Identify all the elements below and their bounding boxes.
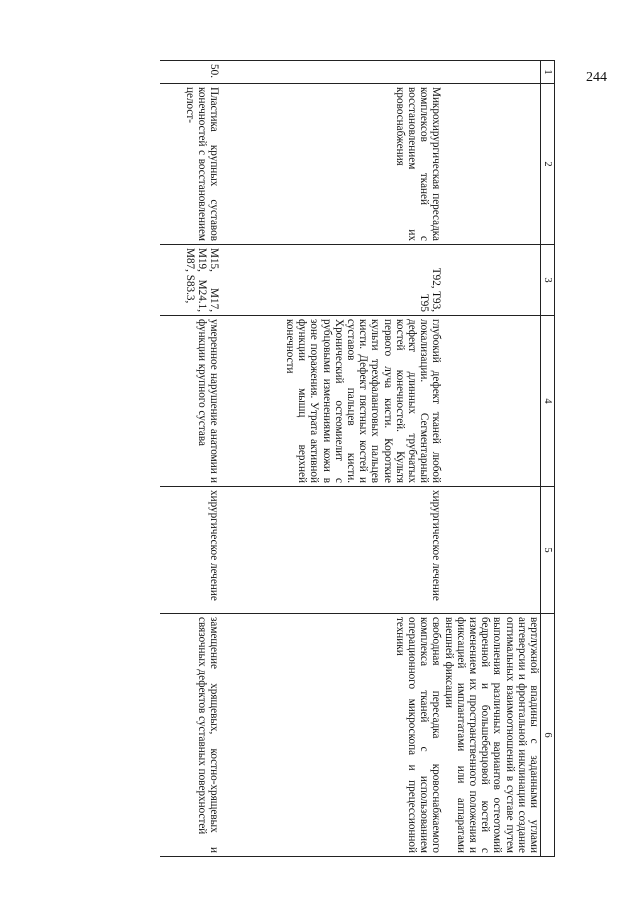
- table-row: [442, 61, 540, 857]
- table-row: [220, 61, 442, 857]
- header-col-4: 4: [541, 316, 555, 487]
- medical-procedures-table: [160, 60, 555, 857]
- header-col-6: 6: [541, 614, 555, 857]
- header-col-1: 1: [541, 61, 555, 84]
- cell-method: свободная пересадка кровоснабжаемого комплекса тканей с использованием операционного микроскопа и прецессионной техники: [220, 614, 442, 857]
- cell-model: умеренное нарушение анатомии и функции крупного сустава: [160, 316, 220, 487]
- cell-name: [442, 84, 540, 245]
- cell-treatment: хирургическое лечение: [160, 487, 220, 614]
- cell-model: глубокий дефект тканей любой локализации. Сегментарный дефект длинных трубчатых костей конечностей. Культя первого луча кисти. Короткие культи трехфаланговых пальцев кисти. Дефект пястных костей и суставов пальцев кисти. Хронический остеомиелит с рубцовыми изменениями кожи в зоне поражения. Утрата активной функции мышц верхней конечности: [220, 316, 442, 487]
- cell-codes: T92, T93, T95: [220, 245, 442, 316]
- header-col-5: 5: [541, 487, 555, 614]
- cell-method: вертлужной впадины с заданными углами антеверсии и фронтальной инклинации создание оптимальных взаимоотношений в суставе путем выполнения различных вариантов остеотомий бедренной и большеберцовой костей с изменением их пространственного положения и фиксацией имплантатами или аппаратами внешней фиксации: [442, 614, 540, 857]
- table-row: [160, 61, 220, 857]
- cell-num: [220, 61, 442, 84]
- cell-treatment: [442, 487, 540, 614]
- table-header-row: [541, 61, 555, 857]
- cell-num: [442, 61, 540, 84]
- cell-codes: M15, M17, M19, M24.1, M87, S83.3,: [160, 245, 220, 316]
- page-number: 244: [586, 70, 607, 85]
- cell-num: 50.: [160, 61, 220, 84]
- cell-treatment: хирургическое лечение: [220, 487, 442, 614]
- header-col-2: 2: [541, 84, 555, 245]
- header-col-3: 3: [541, 245, 555, 316]
- cell-name: Пластика крупных суставов конечностей с восстановлением целост-: [160, 84, 220, 245]
- cell-method: замещение хрящевых, костно-хрящевых и связочных дефектов суставных поверхностей: [160, 614, 220, 857]
- cell-model: [442, 316, 540, 487]
- rotated-table-container: [115, 60, 555, 853]
- cell-name: Микрохирургическая пересадка комплексов тканей с восстановлением их кровоснабжения: [220, 84, 442, 245]
- cell-codes: [442, 245, 540, 316]
